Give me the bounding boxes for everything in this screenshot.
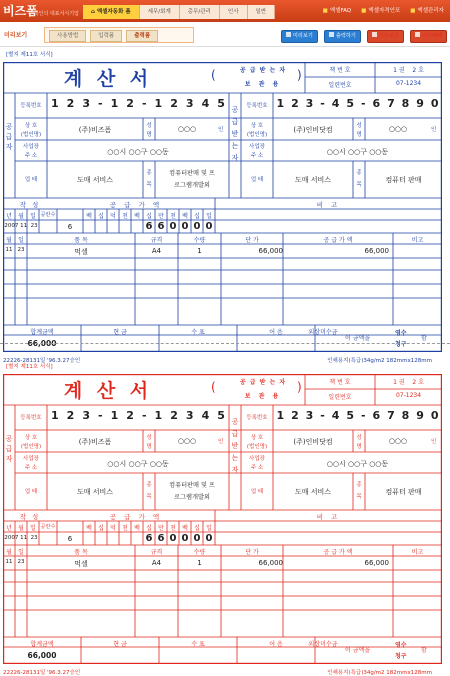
buyer-seal: 인	[431, 439, 437, 445]
storage-label: 보 관 용	[244, 81, 282, 88]
category-tabs	[83, 5, 275, 19]
nav-tab-excel-automation[interactable]: ⌂ 엑셀자동화 폼	[83, 5, 140, 19]
reg-digit: 5	[217, 97, 225, 110]
reg-digit: -	[320, 97, 325, 110]
amount-digit: 0	[193, 221, 201, 232]
reg-digit: 6	[372, 409, 381, 422]
book-number-value: 1 권 2 호	[393, 379, 424, 386]
buyer-business-type: 도매 서비스	[294, 176, 332, 184]
paper-spec-footnote: 인쇄용지(특급)34g/m2 182mmx128mm	[327, 358, 432, 364]
note-label: 어 음	[269, 329, 283, 336]
supplier-addr-label-2: 주 소	[24, 153, 38, 159]
protect-sheet-button[interactable]: 시트보호	[367, 30, 404, 43]
buyer-biz-label: 업 태	[250, 177, 264, 183]
book-number-label: 책 번 호	[329, 67, 351, 74]
supply-value-label: 공 급 가 액	[109, 513, 163, 521]
buyer-company-label-2: (법인명)	[246, 444, 268, 450]
amount-digit	[83, 533, 95, 544]
digit-place-header: 십	[146, 525, 152, 532]
buyer-reg-number	[273, 97, 442, 110]
digit-place-header: 천	[170, 525, 176, 532]
digit-place-header: 백	[182, 213, 188, 220]
digit-place-header: 십	[98, 525, 104, 532]
form-number: [별지 제11호 서식]	[6, 52, 53, 58]
reg-digit: -	[320, 409, 325, 422]
written-year: 2007 11 23	[4, 535, 38, 541]
reg-digit: 9	[416, 409, 424, 422]
reg-digit: 6	[372, 97, 381, 110]
check-label: 수 표	[191, 641, 205, 648]
supplier-address: ○○시 ○○구 ○○동	[107, 148, 169, 156]
reg-digit: 1	[110, 409, 119, 422]
sheet-tabs	[44, 27, 194, 43]
serial-number-value: 07-1234	[395, 392, 422, 399]
receivable-label: 외상미수금	[308, 641, 338, 648]
reg-digit: 5	[217, 409, 225, 422]
reg-digit: 2	[126, 409, 134, 422]
buyer-company-label: 상 호	[250, 435, 264, 441]
item-qty-header: 수량	[193, 549, 206, 556]
cash-label: 현 금	[113, 329, 127, 336]
top-navigation-bar	[0, 0, 450, 22]
invoice-supplier-copy	[3, 364, 442, 676]
buyer-side-label: 공급받는자	[231, 106, 239, 162]
buyer-item-label: 종	[356, 482, 362, 488]
receivable-label: 외상미수금	[308, 329, 338, 336]
tab-output-form[interactable]: 출력폼	[126, 30, 158, 42]
buyer-name-label: 성	[356, 123, 362, 129]
reg-digit: -	[141, 97, 147, 110]
amount-digit: 0	[181, 533, 189, 544]
reg-digit: 2	[66, 409, 75, 422]
buyer-reg-number	[273, 409, 442, 422]
digit-place-header: 십	[194, 525, 200, 532]
supplier-reg-label: 등록번호	[20, 415, 42, 421]
buyer-address: ○○시 ○○구 ○○동	[326, 148, 389, 156]
digit-place-header: 십	[98, 213, 104, 220]
approval-footnote: 22226-28131일 '96.3.27승인	[3, 670, 81, 676]
supplier-seal: 인	[218, 127, 224, 133]
digit-place-header: 백	[86, 213, 92, 220]
supply-value-label: 공 급 가 액	[109, 201, 163, 209]
reg-digit: 2	[170, 409, 178, 422]
item-month: 11	[5, 247, 13, 253]
bullet-icon: ■	[322, 8, 328, 14]
item-qty-header: 수량	[193, 237, 206, 244]
written-year: 2007 11 23	[4, 223, 38, 229]
reg-digit: 1	[51, 409, 59, 422]
nav-tab-tax-accounting[interactable]: 세무/회계	[140, 5, 180, 19]
supplier-item-label: 종	[146, 170, 152, 176]
tab-input-form[interactable]: 입력폼	[90, 30, 122, 42]
digit-place-header: 만	[158, 525, 164, 532]
reg-digit: -	[98, 409, 103, 422]
supplier-company-label-2: (법인명)	[20, 444, 42, 450]
day-col-label: 일	[30, 525, 36, 532]
reg-digit: 1	[154, 409, 163, 422]
reg-digit: 7	[387, 409, 395, 422]
item-price: 66,000	[258, 247, 283, 255]
supplier-item-type-2: 로그램개발외	[174, 494, 210, 501]
buyer-business-type: 도매 서비스	[294, 488, 332, 496]
toolbar	[0, 24, 450, 47]
amount-digit: 0	[205, 221, 213, 232]
item-price-header: 단 가	[245, 549, 259, 556]
supplier-item-label-2: 목	[146, 182, 152, 188]
item-note-header: 비고	[411, 549, 424, 556]
reg-digit: -	[98, 97, 103, 110]
supplier-address: ○○시 ○○구 ○○동	[107, 460, 169, 468]
paren-open: (	[211, 68, 216, 82]
supplier-reg-label: 등록번호	[20, 103, 42, 109]
approval-footnote: 22226-28131일 '96.3.27승인	[3, 358, 81, 364]
reg-digit: 4	[331, 97, 340, 110]
buyer-addr-label: 사업장	[249, 456, 265, 462]
supplier-representative: ○○○	[177, 437, 197, 445]
lock-icon	[372, 32, 377, 37]
book-number-label: 책 번 호	[329, 379, 351, 386]
item-name-header: 품 목	[74, 549, 88, 556]
claim-suffix: 함	[421, 335, 427, 342]
reg-digit: 3	[185, 409, 194, 422]
item-name: 먹셀	[74, 248, 88, 256]
item-day-header: 일	[18, 549, 24, 556]
digit-place-header: 십	[146, 213, 152, 220]
action-buttons	[281, 30, 447, 43]
print-button[interactable]: 출력하기	[324, 30, 361, 43]
digit-place-header: 십	[194, 213, 200, 220]
nav-tab-general[interactable]: 일반	[248, 5, 276, 19]
check-label: 수 표	[191, 329, 205, 336]
supplier-addr-label-2: 주 소	[24, 465, 38, 471]
reg-digit: 1	[51, 97, 59, 110]
item-day: 23	[17, 247, 25, 253]
serial-number-label: 일련번호	[328, 82, 352, 89]
bullet-icon: ■	[361, 8, 367, 14]
amount-digit: 0	[169, 221, 177, 232]
item-month-header: 월	[6, 237, 12, 244]
item-day: 23	[17, 559, 25, 565]
digit-place-header: 백	[86, 525, 92, 532]
supplier-addr-label: 사업장	[23, 456, 39, 462]
amount-digit: 6	[145, 221, 153, 232]
amount-digit	[95, 533, 107, 544]
reg-digit: 3	[305, 97, 314, 110]
amount-digit: 6	[157, 533, 165, 544]
unprotect-sheet-button[interactable]: 시트해제	[410, 30, 447, 43]
nav-tab-hr[interactable]: 인사	[220, 5, 248, 19]
logo-tagline: 한국인의 대표서식기업	[29, 11, 79, 17]
toolbar-label: 미리보기	[4, 32, 28, 39]
supplier-name-label-2: 명	[146, 132, 152, 138]
supplier-item-label: 종	[146, 482, 152, 488]
document-title: 계 산 서	[63, 380, 153, 402]
unlock-icon	[415, 32, 420, 37]
buyer-item-type: 컴퓨터 판매	[385, 176, 422, 184]
item-amount: 66,000	[364, 559, 389, 567]
amount-digit: 6	[145, 533, 153, 544]
preview-button[interactable]: 미리보기	[281, 30, 318, 43]
recipient-label: 공 급 받 는 자	[239, 379, 287, 386]
buyer-item-label-2: 목	[356, 182, 362, 188]
reg-digit: 3	[305, 409, 314, 422]
reg-digit: 3	[185, 97, 194, 110]
digit-place-headers	[83, 211, 215, 220]
paren-close: )	[297, 68, 302, 82]
year-col-label: 년	[6, 525, 12, 532]
supplier-name-label-2: 명	[146, 444, 152, 450]
supplier-business-type: 도매 서비스	[76, 176, 114, 184]
blank-count: 6	[67, 535, 73, 543]
supplier-biz-label: 업 태	[24, 489, 38, 495]
amount-digit	[107, 533, 119, 544]
written-date-label: 작 성	[19, 201, 41, 209]
digit-place-header: 백	[134, 213, 140, 220]
claim-suffix: 함	[421, 647, 427, 654]
buyer-item-type: 컴퓨터 판매	[385, 488, 422, 496]
reg-digit: 2	[126, 97, 134, 110]
buyer-biz-label: 업 태	[250, 489, 264, 495]
paper-spec-footnote: 인쇄용지(특급)34g/m2 182mmx128mm	[327, 670, 432, 676]
reg-digit: 2	[66, 97, 75, 110]
supplier-item-type-2: 로그램개발외	[174, 182, 210, 189]
item-month-header: 월	[6, 549, 12, 556]
digit-place-header: 억	[110, 213, 116, 220]
amount-digit: 0	[169, 533, 177, 544]
buyer-address: ○○시 ○○구 ○○동	[326, 460, 389, 468]
reg-digit: 3	[82, 97, 90, 110]
item-spec-header: 규격	[150, 549, 163, 556]
blank-count-label: 공란수	[40, 524, 56, 530]
supply-value-digits	[83, 221, 215, 232]
serial-number-value: 07-1234	[395, 80, 422, 87]
document-title: 계 산 서	[63, 68, 153, 90]
amount-digit: 0	[181, 221, 189, 232]
reg-digit: 5	[346, 97, 355, 110]
supplier-company-label: 상 호	[24, 123, 38, 129]
digit-place-headers	[83, 523, 215, 532]
remark-label: 비 고	[316, 513, 341, 521]
supplier-reg-number	[47, 409, 229, 422]
buyer-name-label: 성	[356, 435, 362, 441]
remark-label: 비 고	[316, 201, 341, 209]
reg-digit: 4	[331, 409, 340, 422]
item-name-header: 품 목	[74, 237, 88, 244]
amount-digit	[119, 221, 131, 232]
reg-digit: 1	[110, 97, 119, 110]
buyer-item-label-2: 목	[356, 494, 362, 500]
supplier-company: (주)비즈폼	[78, 126, 112, 134]
digit-place-header: 일	[206, 525, 212, 532]
digit-place-header: 일	[206, 213, 212, 220]
buyer-side-label: 공급받는자	[231, 418, 239, 474]
buyer-name-label-2: 명	[356, 132, 362, 138]
supplier-seal: 인	[218, 439, 224, 445]
paren-open: (	[211, 380, 216, 394]
nav-tab-general-affairs[interactable]: 총무/관리	[180, 5, 220, 19]
buyer-company-label-2: (법인명)	[246, 132, 268, 138]
supplier-representative: ○○○	[177, 125, 197, 133]
cash-label: 현 금	[113, 641, 127, 648]
blank-count-label: 공란수	[40, 212, 56, 218]
supplier-side-label: 공급자	[5, 123, 13, 151]
paren-close: )	[297, 380, 302, 394]
amount-digit	[107, 221, 119, 232]
reg-digit: 8	[401, 97, 410, 110]
item-qty: 1	[197, 247, 202, 255]
digit-place-header: 천	[122, 525, 128, 532]
buyer-company: (주)인비닷컴	[293, 438, 333, 446]
item-price: 66,000	[258, 559, 283, 567]
tab-usage[interactable]: 사용방법	[49, 30, 86, 42]
item-note-header: 비고	[411, 237, 424, 244]
digit-place-header: 백	[182, 525, 188, 532]
month-col-label: 월	[18, 525, 24, 532]
reg-digit: 3	[82, 409, 90, 422]
home-icon: ⌂	[91, 9, 97, 15]
bullet-icon: ■	[410, 8, 416, 14]
item-spec: A4	[151, 559, 162, 567]
supplier-company-label: 상 호	[24, 435, 38, 441]
total-amount: 66,000	[27, 339, 57, 348]
total-amount: 66,000	[27, 651, 57, 660]
digit-place-header: 천	[170, 213, 176, 220]
item-spec: A4	[151, 247, 162, 255]
buyer-company: (주)인비닷컴	[293, 126, 333, 134]
reg-digit: 0	[430, 97, 439, 110]
amount-digit: 0	[193, 533, 201, 544]
amount-digit	[95, 221, 107, 232]
written-date-label: 작 성	[19, 513, 41, 521]
reg-digit: 0	[430, 409, 439, 422]
reg-digit: 9	[416, 97, 424, 110]
day-col-label: 일	[30, 213, 36, 220]
amount-digit	[83, 221, 95, 232]
claim-word: 청구	[395, 653, 407, 660]
item-day-header: 일	[18, 237, 24, 244]
claim-word: 청구	[395, 341, 407, 348]
preview-icon	[286, 32, 291, 37]
supplier-name-label: 성	[146, 435, 152, 441]
reg-digit: 1	[154, 97, 163, 110]
digit-place-header: 천	[122, 213, 128, 220]
reg-digit: -	[141, 409, 147, 422]
reg-digit: 2	[291, 409, 299, 422]
reg-digit: 8	[401, 409, 410, 422]
item-spec-header: 규격	[150, 237, 163, 244]
supplier-business-type: 도매 서비스	[76, 488, 114, 496]
claim-prefix: 이 금액을	[345, 647, 371, 654]
digit-place-header: 만	[158, 213, 164, 220]
buyer-reg-label: 등록번호	[246, 103, 268, 109]
supplier-item-label-2: 목	[146, 494, 152, 500]
supply-value-digits	[83, 533, 215, 544]
printer-icon	[329, 32, 334, 37]
amount-digit	[131, 221, 143, 232]
item-price-header: 단 가	[245, 237, 259, 244]
buyer-reg-label: 등록번호	[246, 415, 268, 421]
bizform-logo[interactable]: 비즈폼	[3, 4, 38, 18]
supplier-addr-label: 사업장	[23, 144, 39, 150]
blank-count: 6	[67, 223, 73, 231]
excel-faq-link[interactable]: ■ 엑셀FAQ	[322, 8, 352, 14]
item-qty: 1	[197, 559, 202, 567]
book-number-value: 1 권 2 호	[393, 67, 424, 74]
reg-digit: -	[360, 409, 366, 422]
supplier-item-type: 컴퓨터판매 및 프	[169, 482, 215, 489]
item-amount-header: 공 급 가 액	[323, 549, 353, 556]
supplier-item-type: 컴퓨터판매 및 프	[169, 170, 215, 177]
digit-place-header: 억	[110, 525, 116, 532]
amount-digit: 6	[157, 221, 165, 232]
supplier-company: (주)비즈폼	[78, 438, 112, 446]
buyer-addr-label-2: 주 소	[250, 153, 264, 159]
month-col-label: 월	[18, 213, 24, 220]
excel-admin-link[interactable]: ■ 엑셀관리자	[410, 8, 444, 14]
form-number: [별지 제11호 서식]	[6, 364, 53, 370]
buyer-representative: ○○○	[388, 125, 408, 133]
buyer-addr-label: 사업장	[249, 144, 265, 150]
receipt-word: 영수	[395, 330, 407, 337]
digit-place-header: 백	[134, 525, 140, 532]
supplier-company-label-2: (법인명)	[20, 132, 42, 138]
reg-digit: 5	[346, 409, 355, 422]
reg-digit: 2	[291, 97, 299, 110]
buyer-addr-label-2: 주 소	[250, 465, 264, 471]
buyer-representative: ○○○	[388, 437, 408, 445]
supplier-name-label: 성	[146, 123, 152, 129]
supplier-reg-number	[47, 97, 229, 110]
item-amount-header: 공 급 가 액	[323, 237, 353, 244]
receipt-word: 영수	[395, 642, 407, 649]
note-label: 어 음	[269, 641, 283, 648]
cut-line	[0, 343, 450, 344]
buyer-seal: 인	[431, 127, 437, 133]
item-amount: 66,000	[364, 247, 389, 255]
serial-number-label: 일련번호	[328, 394, 352, 401]
buyer-company-label: 상 호	[250, 123, 264, 129]
item-month: 11	[5, 559, 13, 565]
claim-prefix: 이 금액을	[345, 335, 371, 342]
excel-cert-link[interactable]: ■ 엑셀자격인포	[361, 8, 401, 14]
reg-digit: 4	[201, 409, 210, 422]
total-amount-label: 합계금액	[30, 329, 54, 336]
year-col-label: 년	[6, 213, 12, 220]
amount-digit	[131, 533, 143, 544]
item-name: 먹셀	[74, 560, 88, 568]
reg-digit: 7	[387, 97, 395, 110]
total-amount-label: 합계금액	[30, 641, 54, 648]
reg-digit: 1	[276, 409, 285, 422]
recipient-label: 공 급 받 는 자	[239, 67, 287, 74]
reg-digit: 2	[170, 97, 178, 110]
supplier-side-label: 공급자	[5, 435, 13, 463]
invoice-buyer-copy	[3, 52, 442, 364]
storage-label: 보 관 용	[244, 393, 282, 400]
amount-digit: 0	[205, 533, 213, 544]
amount-digit	[119, 533, 131, 544]
supplier-biz-label: 업 태	[24, 177, 38, 183]
reg-digit: -	[360, 97, 366, 110]
reg-digit: 1	[276, 97, 285, 110]
top-links	[323, 6, 444, 14]
buyer-name-label-2: 명	[356, 444, 362, 450]
buyer-item-label: 종	[356, 170, 362, 176]
reg-digit: 4	[201, 97, 210, 110]
